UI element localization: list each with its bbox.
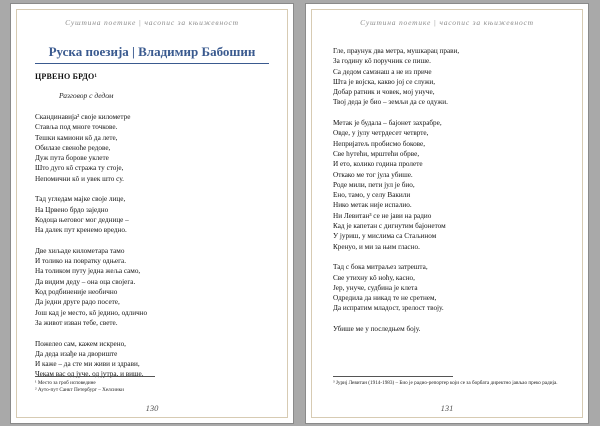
poem-line: Одредила да никад те не сретнем, [333,294,437,303]
poem-line: Обилазе свеноће редове, [35,143,111,152]
poem-line: Тад с бока митраљез затрешта, [333,263,428,272]
poem-line: Овде, у јулу четрдесет четврте, [333,129,429,138]
poem-line: На Црвено брдо заједно [35,205,109,214]
poem-line: Твој деда је био – земљи да се одужи. [333,98,448,107]
footnote: ¹ Место за гроб исповедине [35,380,96,386]
left-page [10,3,294,424]
poem-title: ЦРВЕНО БРДО¹ [35,72,98,81]
poem-line: И ето, колико година пролете [333,160,423,169]
poem-line: Све hутећи, мрштећи обрве, [333,149,420,158]
stanza [35,112,277,184]
footnote: ² Ауто-пут Санкт Петербург – Хелсинки [35,387,124,393]
poem-subtitle: Разговор с дедом [59,91,114,100]
running-head: Суштина поетике | часопис за књижевност [65,18,239,27]
poem-line: Непомични кô и увек што су. [35,174,124,183]
poem-line: За годину кô поручник се пише. [333,57,431,66]
poem-line: Пожелео сам, кажем искрено, [35,339,126,348]
poem-line: Дуж пута борове уклете [35,154,109,163]
footnote-rule [35,376,155,377]
poem-line: Све утихну кô ноћу, касно, [333,273,415,282]
poem-line: Јер, унуче, судбина је клета [333,283,418,292]
poem-line: Ено, тамо, у селу Вакили [333,191,411,200]
page-number: 130 [145,403,159,413]
poem-line: Скандинавија² своје километре [35,113,131,121]
poem-line: На далек пут кренемо вредно. [35,226,127,235]
stanza [35,194,277,235]
section-title: Руска поезија | Владимир Бабошин [35,44,269,64]
poem-line: Што дуго кô стража ту стоје, [35,164,124,173]
poem-line: Да једни друге радо посете, [35,298,120,307]
poem-line: Још кад је место, кô једино, одлично [35,308,148,317]
poem-line: Тад угледам мајке своје лице, [35,195,126,204]
poem-line: Добар ратник и човек, мој унуче, [333,88,435,97]
poem-line: Роде мили, пети јул је био, [333,180,415,189]
poem-line: Са дедом самзнаш а не из приче [333,67,432,76]
poem-line: Гле, праунук два метра, мушкарац прави, [333,47,460,55]
poem-body [333,46,572,345]
poem-line: Кодоца његовог мог деднице – [35,215,129,224]
poem-line: И каже – да сте ми живи и здрави, [35,360,140,369]
poem-line: На толиком путу једна жеља само, [35,267,141,276]
page-number: 131 [440,403,454,413]
stanza [333,46,572,108]
stanza [333,262,572,313]
poem-line: Код родбиненије необично [35,288,118,297]
poem-line: За живот изван тебе, свете. [35,318,118,327]
poem-line: Ставља под многе точкове. [35,123,118,132]
poem-line: Да видим деду – она оца својега. [35,277,136,286]
footnote: ³ Јуриј Левитан (1914-1983) – Био је радио-репортер који се за борбата директно јављао преко радија. [333,380,558,386]
stanza [35,339,277,380]
poem-line: Ни Левитан³ се не јави на радио [333,211,432,220]
poem-line: И толико на повратку одњега. [35,257,127,266]
stanza [333,324,572,334]
poem-line: Кренуо, и ми за њим гласно. [333,242,420,251]
poem-line: Кад је капетан с дигнутим бајонетом [333,222,446,231]
footnotes [35,380,265,394]
stanza [35,246,277,328]
poem-line: Шта је војска, какво јој се служи, [333,77,436,86]
poem-line: Непријатељ пробисмо бокове, [333,139,425,148]
right-page [305,3,589,424]
footnote-rule [333,376,453,377]
poem-line: Убише ме у последњем боју. [333,325,421,334]
poem-line: Нико метак није испалио. [333,201,412,210]
poem-line: Чекам вас од јуче, од јутра, и више. [35,370,144,379]
poem-body [35,112,277,390]
poem-line: Метак је будала – бајонет захрабре, [333,119,442,128]
stanza [333,118,572,252]
poem-line: Да испратим младост, зрелост твоју. [333,304,444,313]
poem-line: Тешки камиони кô да лете, [35,133,118,142]
running-head: Суштина поетике | часопис за књижевност [360,18,534,27]
poem-line: У јуриш, у мислима са Стаљином [333,232,437,241]
poem-line: Две хиљаде километара тамо [35,246,125,255]
poem-line: Откако ме тог јула убише. [333,170,413,179]
footnotes [333,380,563,387]
poem-line: Да деда изађе на двориште [35,349,118,358]
